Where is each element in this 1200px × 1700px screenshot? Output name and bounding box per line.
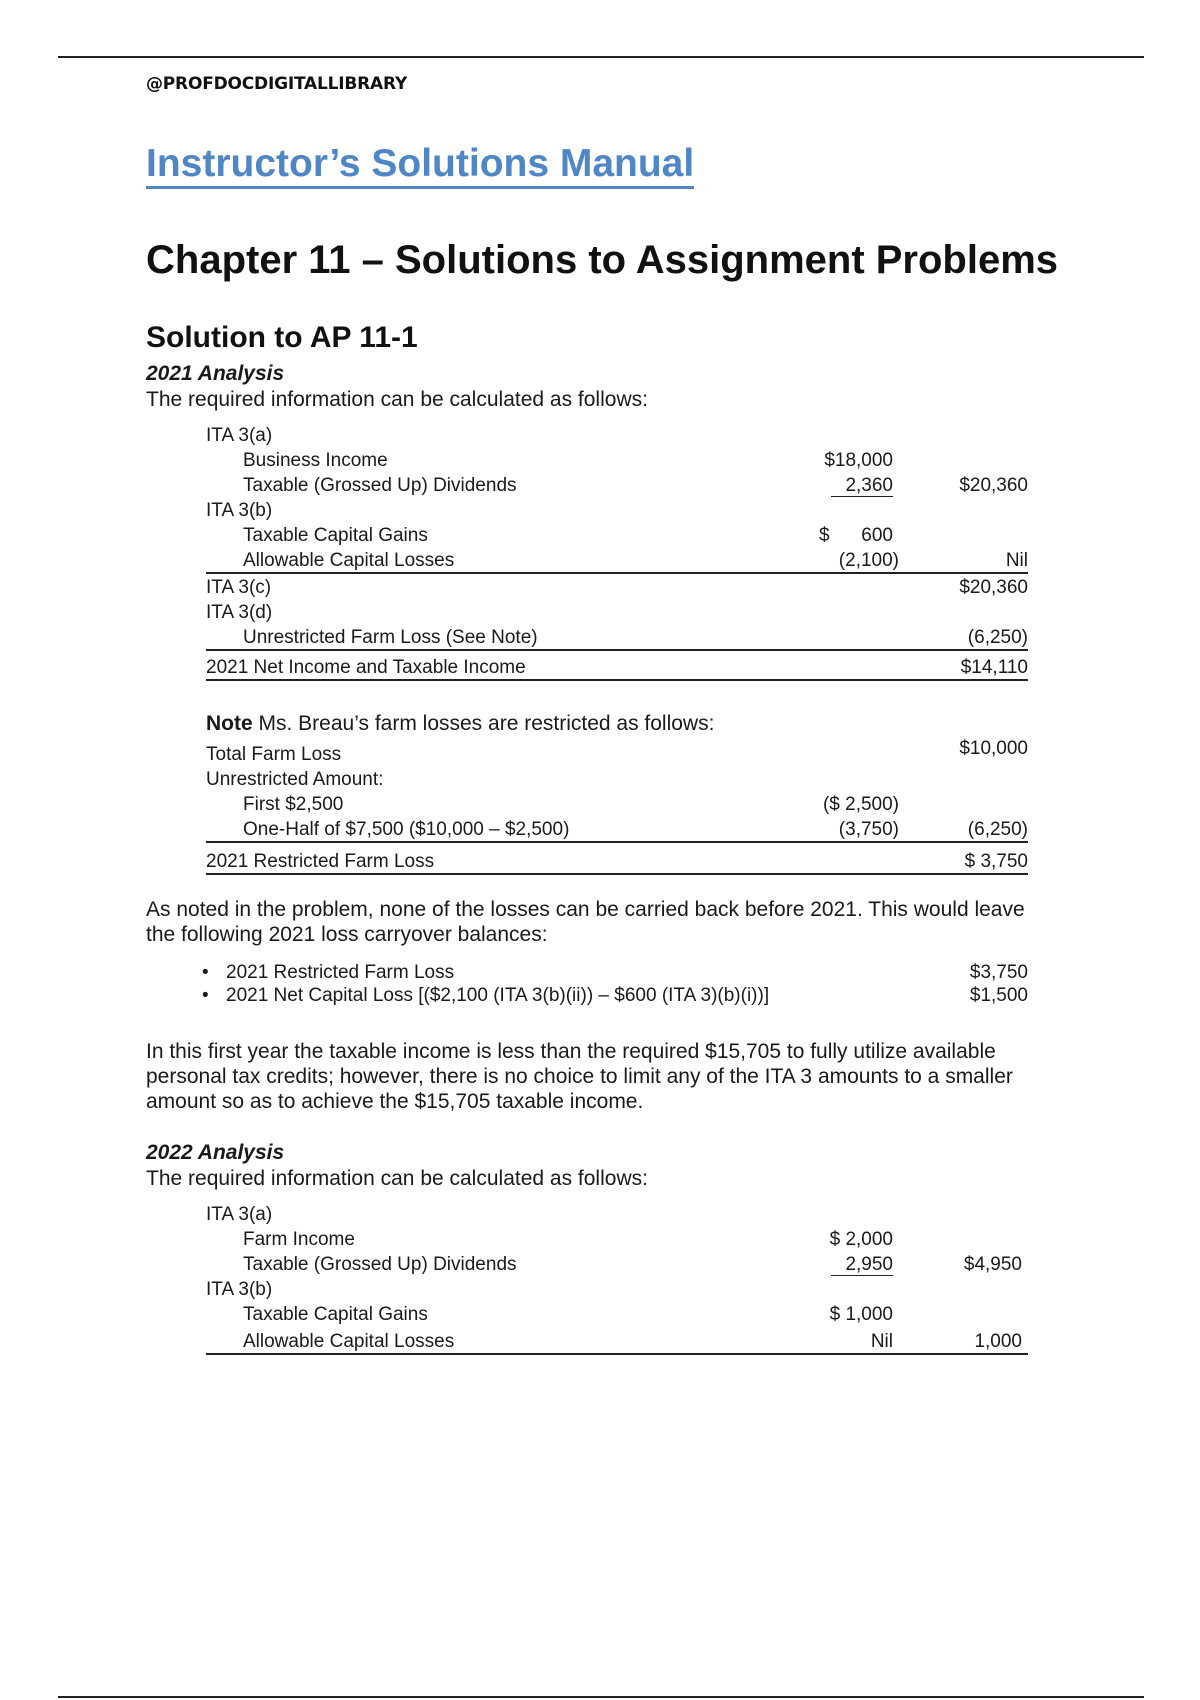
table-farm-loss [206,738,1028,875]
row-label: ITA 3(c) [206,573,743,599]
closing-paragraph: In this first year the taxable income is less than the required $15,705 to fully utilize available personal tax credits; however, there is no choice to limit any of the ITA 3 amounts to a smaller amount so as to achieve the $15,705 taxable income. [146,1040,1013,1113]
note-label: Note [206,712,253,735]
analysis-2022-intro: The required information can be calculated as follows: [146,1167,648,1190]
row-label: Taxable (Grossed Up) Dividends [243,1254,517,1275]
row-label: Taxable Capital Gains [243,1304,428,1325]
row-total: $4,950 [963,1254,1022,1275]
list-item-value: $1,500 [969,985,1028,1006]
row-label: Allowable Capital Losses [206,1326,743,1354]
table-row [206,447,1028,472]
row-amount: $ 2,000 [829,1229,893,1250]
row-label: Taxable (Grossed Up) Dividends [243,475,517,496]
note-block [206,711,1028,736]
row-amount: Nil [743,1326,907,1354]
bottom-rule [58,1696,1144,1698]
row-label: Total Farm Loss [206,744,342,765]
row-label: Allowable Capital Losses [243,550,455,571]
table-row [206,472,1028,497]
row-amount: (3,750) [838,819,899,840]
list-item-label: • 2021 Restricted Farm Loss [202,961,454,984]
table-row [206,422,1028,447]
analysis-2021-heading: 2021 Analysis [146,362,285,385]
row-total: Nil [1005,550,1028,571]
row-amount: $ 1,000 [829,1304,893,1325]
table-row [206,791,1028,816]
row-label: Taxable Capital Gains [243,525,428,546]
table-row [206,842,1028,874]
list-item [202,961,1028,984]
row-total: (6,250) [967,627,1028,648]
table-row [206,599,1028,624]
table-row [206,766,1028,791]
note-heading [206,711,1028,736]
row-label: ITA 3(b) [206,1279,273,1300]
table-row [206,573,1028,599]
list-item-value: $3,750 [969,962,1028,983]
table-row [206,1251,1028,1276]
row-label: 2021 Restricted Farm Loss [206,842,743,874]
table-row [206,816,1028,842]
row-total: (6,250) [967,819,1028,840]
list-item [202,984,1028,1007]
row-total: $20,360 [903,573,1028,599]
row-label: Farm Income [243,1229,355,1250]
row-amount: ($ 2,500) [822,794,899,815]
table-row [206,1326,1028,1354]
carryover-list [202,961,1028,1007]
row-label: ITA 3(d) [206,602,273,623]
row-label: Unrestricted Amount: [206,769,384,790]
analysis-2022-heading: 2022 Analysis [146,1141,285,1164]
watermark-header: @PROFDOCDIGITALLIBRARY [146,74,408,94]
table-row [206,522,1028,547]
table-row [206,1226,1028,1251]
row-total: $ 3,750 [903,842,1028,874]
row-label: 2021 Net Income and Taxable Income [206,650,743,680]
row-total: $10,000 [959,738,1028,759]
chapter-title: Chapter 11 – Solutions to Assignment Problems [146,238,1059,282]
row-label: One-Half of $7,500 ($10,000 – $2,500) [243,819,570,840]
table-2022-income [206,1201,1028,1355]
row-label: ITA 3(a) [206,1204,273,1225]
row-total: 1,000 [907,1326,1028,1354]
row-amount: (2,100) [838,550,899,571]
row-label: First $2,500 [243,794,344,815]
table-row [206,1301,1028,1326]
table-row [206,497,1028,522]
table-row [206,1201,1028,1226]
row-amount: 2,360 [831,476,893,497]
note-text: Ms. Breau’s farm losses are restricted as follows: [252,712,715,735]
table-row [206,650,1028,680]
row-label: ITA 3(a) [206,425,273,446]
row-label: ITA 3(b) [206,500,273,521]
document-page [146,74,1076,1355]
manual-title-link[interactable]: Instructor’s Solutions Manual [146,142,694,189]
row-amount: 2,950 [831,1255,893,1276]
row-amount: $ 600 [819,525,893,546]
carryover-paragraph: As noted in the problem, none of the losses can be carried back before 2021. This would leave the following 2021 loss carryover balances: [146,898,1025,946]
solution-title: Solution to AP 11-1 [146,321,418,354]
row-amount: $18,000 [824,450,893,471]
row-label: Business Income [243,450,388,471]
table-2021-income [206,422,1028,681]
table-row [206,1276,1028,1301]
row-total: $14,110 [903,650,1028,680]
analysis-2021-intro: The required information can be calculated as follows: [146,388,648,411]
table-row [206,547,1028,573]
top-rule [58,56,1144,58]
row-label: Unrestricted Farm Loss (See Note) [243,627,538,648]
list-item-label: • 2021 Net Capital Loss [($2,100 (ITA 3(b)(ii)) – $600 (ITA 3)(b)(i))] [202,984,769,1007]
table-row [206,738,1028,766]
table-row [206,624,1028,650]
row-total: $20,360 [959,475,1028,496]
